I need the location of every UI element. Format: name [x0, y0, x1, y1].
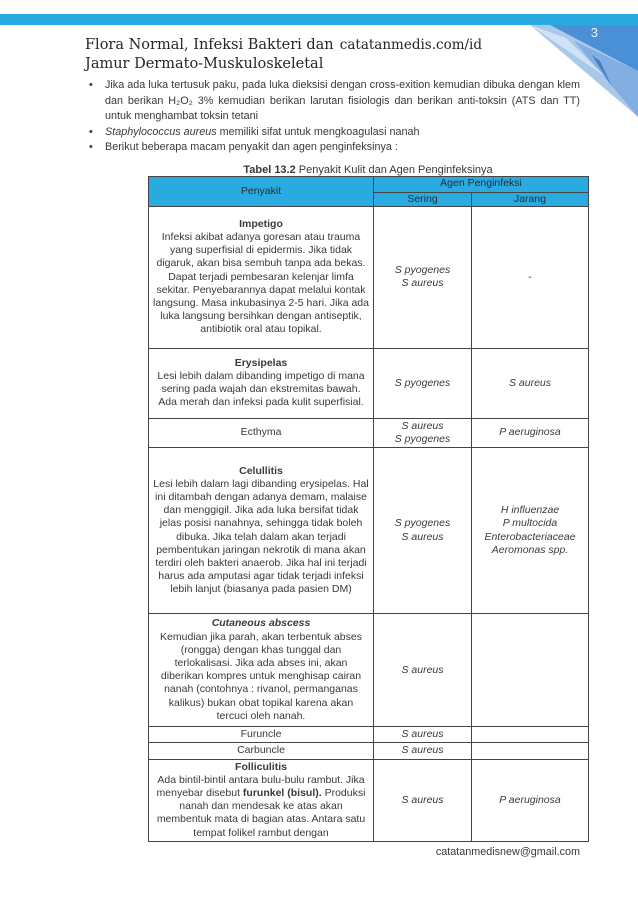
text-segment: Infeksi akibat adanya goresan atau trauma yang superfisial di epidermis. Jika tidak digaruk, akan bisa sembuh tanpa ada bekas. Dapat terjadi pembesaran kelenjar limfa sekitar. Penyebarannya dapat melalui kontak langsung. Masa inkubasinya 2-5 hari. Jika ada luka langsung bersihkan dengan antiseptik, antibiotik oral atau topikal. — [153, 230, 369, 336]
table-row — [149, 759, 589, 841]
column-header-sering: Sering — [374, 192, 472, 206]
agent-name: P aeruginosa — [499, 426, 561, 439]
disease-description — [153, 370, 369, 410]
penyakit-cell — [149, 614, 374, 727]
table-row — [149, 614, 589, 727]
sering-cell — [374, 348, 472, 418]
text-segment: Staphylococcus aureus — [105, 125, 217, 138]
text-segment: memiliki sifat untuk mengkoagulasi nanah — [216, 125, 420, 138]
jarang-cell — [472, 727, 589, 743]
agent-name: S aureus — [508, 376, 552, 389]
jarang-cell — [472, 418, 589, 447]
footer-email: catatanmedisnew@gmail.com — [435, 846, 580, 858]
page-title-line2: Jamur Dermato-Muskuloskeletal — [85, 56, 324, 72]
text-segment: Jika ada luka tertusuk paku, pada luka dieksisi dengan cross-exition kemudian dibuka dengan klem dan berikan H₂O₂ 3% kemudian berikan larutan fisiologis dan berikan anti-toksin (ATS dan TT) untuk menghambat toksin tetani — [105, 79, 580, 122]
table-caption-text: Penyakit Kulit dan Agen Penginfeksinya — [295, 163, 493, 176]
agent-name: S pyogenes — [394, 517, 451, 530]
text-segment: furunkel (bisul). — [242, 786, 322, 799]
bullet-item — [85, 78, 580, 125]
agent-name: H influenzae — [500, 504, 560, 517]
agent-name: S pyogenes — [394, 264, 451, 276]
sering-cell — [374, 418, 472, 447]
jarang-cell — [472, 743, 589, 759]
table-row — [149, 348, 589, 418]
text-segment: Berikut beberapa macam penyakit dan agen penginfeksinya : — [105, 141, 398, 153]
jarang-cell — [472, 348, 589, 418]
disease-name: Impetigo — [239, 217, 283, 230]
column-header-penyakit: Penyakit — [149, 176, 374, 206]
page-title-line1: Flora Normal, Infeksi Bakteri dan — [85, 37, 334, 53]
agent-name: S aureus — [401, 277, 444, 290]
table-row — [149, 448, 589, 614]
bullet-item — [85, 140, 580, 156]
agent-name: S aureus — [401, 744, 444, 757]
penyakit-cell — [149, 727, 374, 743]
disease-description — [153, 478, 369, 597]
jarang-cell — [472, 206, 589, 348]
agent-name: S aureus — [401, 728, 444, 741]
table-row — [149, 206, 589, 348]
agent-name: S aureus — [401, 663, 444, 676]
page-content — [85, 36, 580, 842]
table-header — [149, 176, 589, 206]
agent-name: P multocida — [502, 517, 558, 530]
penyakit-cell — [149, 743, 374, 759]
disease-name: Carbuncle — [237, 744, 285, 757]
penyakit-cell — [149, 348, 374, 418]
jarang-cell — [472, 759, 589, 841]
text-segment: Lesi lebih dalam dibanding impetigo di mana sering pada wajah dan ekstremitas bawah. Ada merah dan infeksi pada kulit superfisial. — [157, 370, 365, 409]
table-caption-number: Tabel 13.2 — [243, 163, 296, 176]
jarang-cell — [472, 614, 589, 727]
sering-cell — [374, 206, 472, 348]
column-header-agen-penginfeksi: Agen Penginfeksi — [374, 176, 589, 192]
penyakit-cell — [149, 759, 374, 841]
text-segment: Kemudian jika parah, akan terbentuk abses (rongga) dengan khas tunggal dan terlokalisasi. Jika ada abses ini, akan diberikan kompres untuk menghisap cairan nanah (contohnya : rivanol, permanganas kalikus) bukan obat topikal karena akan tercuci oleh nanah. — [160, 630, 362, 722]
disease-name: Folliculitis — [235, 760, 287, 773]
disease-name: Furuncle — [240, 728, 282, 741]
agent-name: S aureus — [401, 530, 444, 543]
agent-name: S pyogenes — [394, 376, 451, 389]
sering-cell — [374, 759, 472, 841]
table-body — [149, 206, 589, 841]
column-header-jarang: Jarang — [472, 192, 589, 206]
table-row — [149, 727, 589, 743]
agent-name: S aureus — [401, 793, 444, 806]
disease-name: Celullitis — [239, 464, 283, 477]
disease-name: Erysipelas — [234, 356, 288, 369]
agent-name: S aureus — [401, 419, 444, 432]
sering-cell — [374, 614, 472, 727]
agent-name: S pyogenes — [394, 432, 451, 445]
website-label: catatanmedis.com/id — [339, 37, 482, 53]
bullet-list — [85, 78, 580, 156]
page-title — [85, 36, 334, 74]
text-segment: Produksi nanah dan mendesak ke atas akan membentuk mata di bagian atas. Antara satu tempat folikel rambut dengan — [156, 786, 366, 839]
agent-name: - — [528, 270, 532, 283]
disease-name: Cutaneous abscess — [211, 617, 311, 630]
agent-name: Aeromonas spp. — [491, 543, 569, 556]
jarang-cell — [472, 448, 589, 614]
agent-name: Enterobacteriaceae — [484, 530, 576, 543]
disease-name: Ecthyma — [240, 426, 282, 439]
page-header — [85, 36, 580, 74]
penyakit-cell — [149, 418, 374, 447]
sering-cell — [374, 743, 472, 759]
disease-description — [153, 774, 369, 840]
table-row — [149, 743, 589, 759]
text-segment: Ada bintil-bintil antara bulu-bulu rambut. Jika menyebar disebut — [156, 773, 365, 799]
disease-description — [153, 231, 369, 337]
table-row — [149, 418, 589, 447]
sering-cell — [374, 448, 472, 614]
page-number: 3 — [590, 25, 598, 40]
bullet-item — [85, 125, 580, 141]
penyakit-cell — [149, 448, 374, 614]
table-caption — [148, 164, 588, 176]
top-accent-bar — [0, 14, 638, 25]
penyakit-cell — [149, 206, 374, 348]
sering-cell — [374, 727, 472, 743]
disease-agents-table — [148, 176, 589, 842]
disease-description — [153, 631, 369, 723]
agent-name: P aeruginosa — [499, 793, 561, 806]
text-segment: Lesi lebih dalam lagi dibanding erysipelas. Hal ini ditambah dengan adanya demam, malaise dan menggigil. Jika ada luka bersifat tidak jelas posisi nanahnya, sehingga tidak boleh dibuka. Jika telah dalam akan terjadi pembentukan jaringan nekrotik di mana akan terdiri oleh bakteri anaerob. Jika hal ini terjadi harus ada amputasi agar tidak terjadi infeksi lebih lanjut (biasanya pada pasien DM) — [153, 477, 369, 596]
